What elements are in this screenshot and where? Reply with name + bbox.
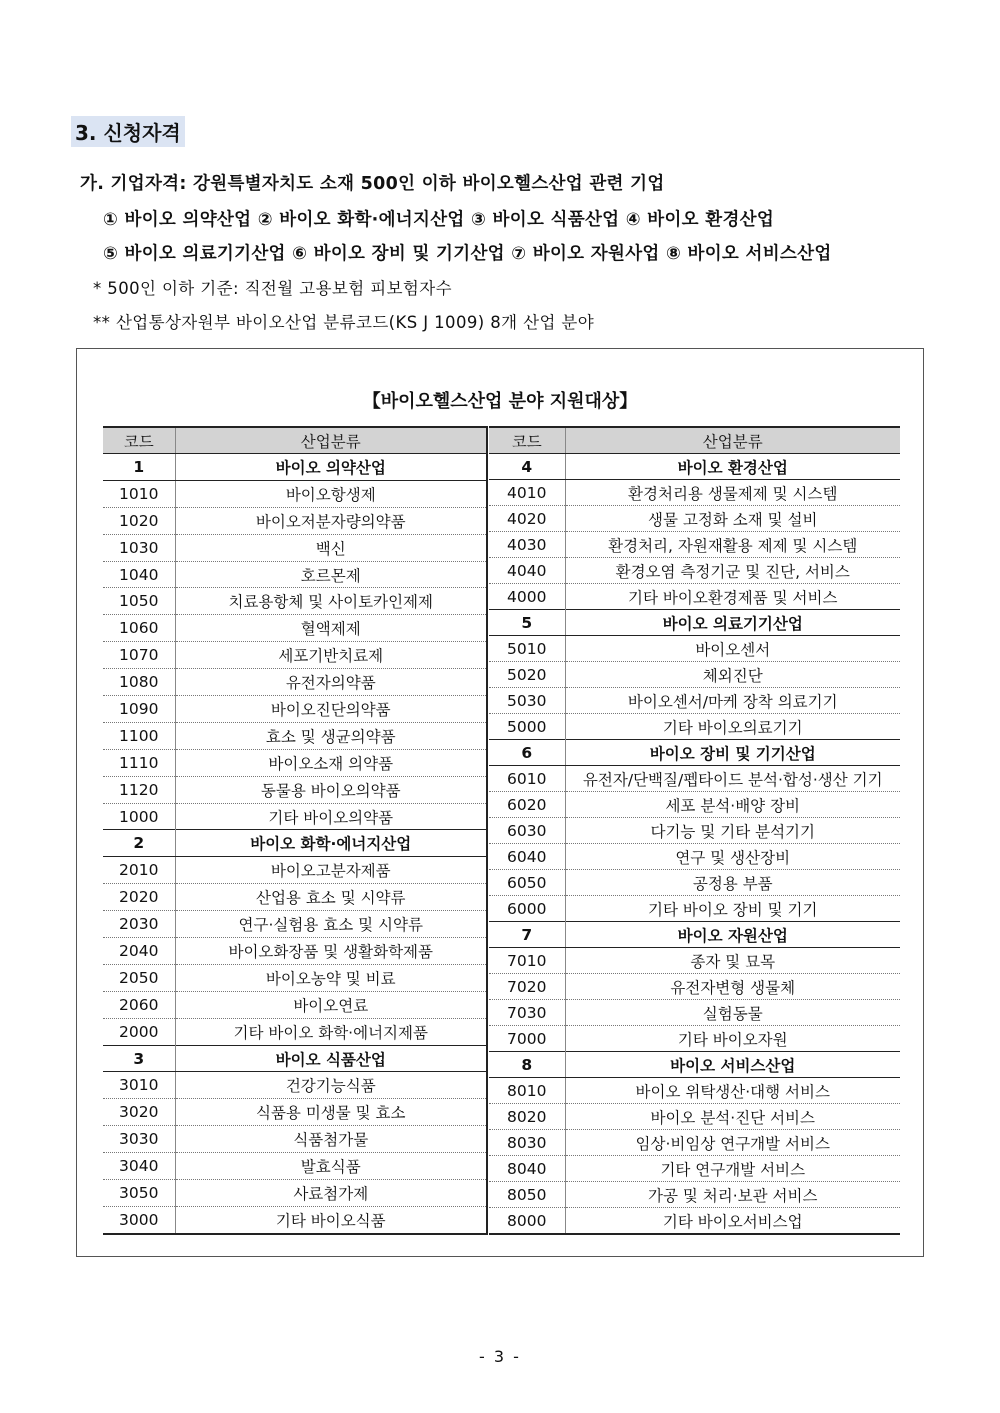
category-cell: 바이오진단의약품 bbox=[175, 696, 487, 723]
category-cell: 바이오저분자량의약품 bbox=[175, 507, 487, 534]
code-cell: 7 bbox=[489, 922, 565, 948]
category-cell: 세포 분석·배양 장비 bbox=[565, 792, 900, 818]
table-row bbox=[103, 1072, 487, 1099]
code-cell: 3010 bbox=[103, 1072, 175, 1099]
category-cell: 유전자의약품 bbox=[175, 669, 487, 696]
code-cell: 8050 bbox=[489, 1182, 565, 1208]
category-cell: 바이오 분석·진단 서비스 bbox=[565, 1104, 900, 1130]
table-row bbox=[489, 792, 900, 818]
industry-list-line-1: ① 바이오 의약산업 ② 바이오 화학·에너지산업 ③ 바이오 식품산업 ④ 바이오 환경산업 bbox=[103, 210, 775, 230]
category-cell: 바이오 서비스산업 bbox=[565, 1052, 900, 1078]
code-cell: 8020 bbox=[489, 1104, 565, 1130]
code-cell: 4040 bbox=[489, 558, 565, 584]
category-cell: 혈액제제 bbox=[175, 615, 487, 642]
table-row bbox=[489, 636, 900, 662]
code-cell: 5030 bbox=[489, 688, 565, 714]
table-row bbox=[103, 1126, 487, 1153]
table-row bbox=[489, 948, 900, 974]
category-cell: 기타 바이오환경제품 및 서비스 bbox=[565, 584, 900, 610]
category-cell: 유전자/단백질/펩타이드 분석·합성·생산 기기 bbox=[565, 766, 900, 792]
table-row bbox=[489, 1156, 900, 1182]
group-header-row bbox=[103, 1045, 487, 1072]
table-row bbox=[489, 818, 900, 844]
code-cell: 8030 bbox=[489, 1130, 565, 1156]
code-cell: 2050 bbox=[103, 964, 175, 991]
table-row bbox=[103, 1180, 487, 1207]
code-cell: 1040 bbox=[103, 561, 175, 588]
classification-table-right bbox=[489, 426, 900, 1235]
code-cell: 3000 bbox=[103, 1206, 175, 1233]
code-cell: 1090 bbox=[103, 696, 175, 723]
table-row bbox=[489, 558, 900, 584]
table-row bbox=[103, 561, 487, 588]
category-cell: 바이오화장품 및 생활화학제품 bbox=[175, 938, 487, 965]
category-cell: 바이오센서/마케 장착 의료기기 bbox=[565, 688, 900, 714]
group-header-row bbox=[489, 922, 900, 948]
table-row bbox=[489, 766, 900, 792]
code-cell: 1070 bbox=[103, 642, 175, 669]
category-cell: 치료용항체 및 사이토카인제제 bbox=[175, 588, 487, 615]
code-cell: 1060 bbox=[103, 615, 175, 642]
table-header-row bbox=[103, 427, 487, 454]
group-header-row bbox=[489, 610, 900, 636]
code-cell: 1100 bbox=[103, 722, 175, 749]
code-cell: 6000 bbox=[489, 896, 565, 922]
code-cell: 3 bbox=[103, 1045, 175, 1072]
group-header-row bbox=[103, 454, 487, 481]
category-cell: 바이오소재 의약품 bbox=[175, 749, 487, 776]
category-cell: 발효식품 bbox=[175, 1153, 487, 1180]
table-row bbox=[103, 669, 487, 696]
code-cell: 6 bbox=[489, 740, 565, 766]
table-row bbox=[489, 1130, 900, 1156]
table-row bbox=[489, 1000, 900, 1026]
code-cell: 4020 bbox=[489, 506, 565, 532]
code-cell: 7020 bbox=[489, 974, 565, 1000]
table-row bbox=[489, 974, 900, 1000]
code-cell: 1110 bbox=[103, 749, 175, 776]
category-cell: 바이오 장비 및 기기산업 bbox=[565, 740, 900, 766]
category-cell: 산업용 효소 및 시약류 bbox=[175, 884, 487, 911]
code-cell: 1030 bbox=[103, 534, 175, 561]
category-cell: 연구·실험용 효소 및 시약류 bbox=[175, 911, 487, 938]
category-cell: 사료첨가제 bbox=[175, 1180, 487, 1207]
code-cell: 8040 bbox=[489, 1156, 565, 1182]
category-cell: 종자 및 묘목 bbox=[565, 948, 900, 974]
code-cell: 1020 bbox=[103, 507, 175, 534]
table-row bbox=[103, 642, 487, 669]
group-header-row bbox=[489, 1052, 900, 1078]
code-cell: 1 bbox=[103, 454, 175, 481]
code-cell: 7000 bbox=[489, 1026, 565, 1052]
code-cell: 5010 bbox=[489, 636, 565, 662]
industry-list-line-2: ⑤ 바이오 의료기기산업 ⑥ 바이오 장비 및 기기산업 ⑦ 바이오 자원사업 ⑧ 바이오 서비스산업 bbox=[103, 244, 832, 264]
code-cell: 1080 bbox=[103, 669, 175, 696]
table-row bbox=[489, 506, 900, 532]
table-row bbox=[103, 1018, 487, 1045]
category-cell: 건강기능식품 bbox=[175, 1072, 487, 1099]
table-row bbox=[103, 911, 487, 938]
code-cell: 8010 bbox=[489, 1078, 565, 1104]
category-cell: 바이오 환경산업 bbox=[565, 454, 900, 480]
code-cell: 2060 bbox=[103, 991, 175, 1018]
table-header-row bbox=[489, 427, 900, 454]
code-cell: 4010 bbox=[489, 480, 565, 506]
group-header-row bbox=[489, 454, 900, 480]
note-classification-code: ** 산업통상자원부 바이오산업 분류코드(KS J 1009) 8개 산업 분야 bbox=[93, 313, 595, 332]
table-row bbox=[489, 714, 900, 740]
header-code: 코드 bbox=[489, 427, 565, 454]
category-cell: 세포기반치료제 bbox=[175, 642, 487, 669]
category-cell: 효소 및 생균의약품 bbox=[175, 722, 487, 749]
table-row bbox=[103, 615, 487, 642]
section-title: 3. 신청자격 bbox=[71, 116, 185, 147]
category-cell: 바이오 식품산업 bbox=[175, 1045, 487, 1072]
table-row bbox=[103, 507, 487, 534]
category-cell: 바이오농약 및 비료 bbox=[175, 964, 487, 991]
code-cell: 4000 bbox=[489, 584, 565, 610]
table-row bbox=[103, 1206, 487, 1233]
code-cell: 4030 bbox=[489, 532, 565, 558]
code-cell: 1010 bbox=[103, 480, 175, 507]
category-cell: 다기능 및 기타 분석기기 bbox=[565, 818, 900, 844]
code-cell: 2000 bbox=[103, 1018, 175, 1045]
category-cell: 가공 및 처리·보관 서비스 bbox=[565, 1182, 900, 1208]
table-row bbox=[489, 1182, 900, 1208]
table-row bbox=[489, 584, 900, 610]
category-cell: 호르몬제 bbox=[175, 561, 487, 588]
classification-table-left bbox=[103, 426, 488, 1235]
category-cell: 환경오염 측정기군 및 진단, 서비스 bbox=[565, 558, 900, 584]
table-row bbox=[103, 803, 487, 830]
category-cell: 기타 바이오 장비 및 기기 bbox=[565, 896, 900, 922]
code-cell: 1120 bbox=[103, 776, 175, 803]
table-row bbox=[103, 1153, 487, 1180]
category-cell: 기타 바이오 화학·에너지제품 bbox=[175, 1018, 487, 1045]
code-cell: 6050 bbox=[489, 870, 565, 896]
category-cell: 바이오항생제 bbox=[175, 480, 487, 507]
category-cell: 기타 바이오자원 bbox=[565, 1026, 900, 1052]
table-row bbox=[489, 662, 900, 688]
category-cell: 기타 바이오식품 bbox=[175, 1206, 487, 1233]
table-row bbox=[489, 1208, 900, 1235]
table-row bbox=[489, 896, 900, 922]
category-cell: 공정용 부품 bbox=[565, 870, 900, 896]
code-cell: 7030 bbox=[489, 1000, 565, 1026]
category-cell: 유전자변형 생물체 bbox=[565, 974, 900, 1000]
category-cell: 연구 및 생산장비 bbox=[565, 844, 900, 870]
category-cell: 체외진단 bbox=[565, 662, 900, 688]
table-row bbox=[103, 480, 487, 507]
code-cell: 5000 bbox=[489, 714, 565, 740]
group-header-row bbox=[489, 740, 900, 766]
category-cell: 동물용 바이오의약품 bbox=[175, 776, 487, 803]
code-cell: 3030 bbox=[103, 1126, 175, 1153]
header-category: 산업분류 bbox=[175, 427, 487, 454]
table-row bbox=[489, 844, 900, 870]
table-row bbox=[103, 1099, 487, 1126]
category-cell: 바이오 의료기기산업 bbox=[565, 610, 900, 636]
category-cell: 바이오 자원산업 bbox=[565, 922, 900, 948]
table-row bbox=[103, 991, 487, 1018]
category-cell: 환경처리, 자원재활용 제제 및 시스템 bbox=[565, 532, 900, 558]
code-cell: 2040 bbox=[103, 938, 175, 965]
company-qualification: 가. 기업자격: 강원특별자치도 소재 500인 이하 바이오헬스산업 관련 기업 bbox=[80, 174, 665, 194]
code-cell: 6020 bbox=[489, 792, 565, 818]
category-cell: 바이오 위탁생산·대행 서비스 bbox=[565, 1078, 900, 1104]
code-cell: 3020 bbox=[103, 1099, 175, 1126]
code-cell: 7010 bbox=[489, 948, 565, 974]
code-cell: 4 bbox=[489, 454, 565, 480]
category-cell: 기타 바이오의약품 bbox=[175, 803, 487, 830]
category-cell: 바이오연료 bbox=[175, 991, 487, 1018]
code-cell: 5 bbox=[489, 610, 565, 636]
code-cell: 5020 bbox=[489, 662, 565, 688]
code-cell: 8 bbox=[489, 1052, 565, 1078]
note-employee-criteria: * 500인 이하 기준: 직전월 고용보험 피보험자수 bbox=[93, 279, 452, 298]
table-row bbox=[489, 870, 900, 896]
category-cell: 기타 연구개발 서비스 bbox=[565, 1156, 900, 1182]
category-cell: 바이오고분자제품 bbox=[175, 857, 487, 884]
category-cell: 기타 바이오의료기기 bbox=[565, 714, 900, 740]
category-cell: 기타 바이오서비스업 bbox=[565, 1208, 900, 1235]
table-row bbox=[103, 964, 487, 991]
category-cell: 바이오 화학·에너지산업 bbox=[175, 830, 487, 857]
code-cell: 2010 bbox=[103, 857, 175, 884]
code-cell: 6010 bbox=[489, 766, 565, 792]
table-row bbox=[489, 532, 900, 558]
table-row bbox=[103, 857, 487, 884]
table-row bbox=[489, 688, 900, 714]
category-cell: 환경처리용 생물제제 및 시스템 bbox=[565, 480, 900, 506]
code-cell: 2 bbox=[103, 830, 175, 857]
code-cell: 2030 bbox=[103, 911, 175, 938]
table-row bbox=[103, 588, 487, 615]
page-number: - 3 - bbox=[479, 1347, 521, 1366]
category-cell: 식품용 미생물 및 효소 bbox=[175, 1099, 487, 1126]
category-cell: 백신 bbox=[175, 534, 487, 561]
category-cell: 실험동물 bbox=[565, 1000, 900, 1026]
table-row bbox=[103, 749, 487, 776]
code-cell: 8000 bbox=[489, 1208, 565, 1235]
table-row bbox=[103, 938, 487, 965]
table-row bbox=[489, 1104, 900, 1130]
category-cell: 생물 고정화 소재 및 설비 bbox=[565, 506, 900, 532]
table-row bbox=[489, 1078, 900, 1104]
code-cell: 1000 bbox=[103, 803, 175, 830]
group-header-row bbox=[103, 830, 487, 857]
header-code: 코드 bbox=[103, 427, 175, 454]
table-row bbox=[103, 534, 487, 561]
table-row bbox=[103, 696, 487, 723]
header-category: 산업분류 bbox=[565, 427, 900, 454]
table-row bbox=[103, 884, 487, 911]
category-cell: 바이오센서 bbox=[565, 636, 900, 662]
code-cell: 3040 bbox=[103, 1153, 175, 1180]
table-row bbox=[489, 1026, 900, 1052]
table-row bbox=[103, 722, 487, 749]
code-cell: 1050 bbox=[103, 588, 175, 615]
category-cell: 임상·비임상 연구개발 서비스 bbox=[565, 1130, 900, 1156]
table-row bbox=[103, 776, 487, 803]
category-cell: 식품첨가물 bbox=[175, 1126, 487, 1153]
table-row bbox=[489, 480, 900, 506]
category-cell: 바이오 의약산업 bbox=[175, 454, 487, 481]
code-cell: 6040 bbox=[489, 844, 565, 870]
code-cell: 2020 bbox=[103, 884, 175, 911]
code-cell: 3050 bbox=[103, 1180, 175, 1207]
code-cell: 6030 bbox=[489, 818, 565, 844]
table-title: 【바이오헬스산업 분야 지원대상】 bbox=[362, 391, 638, 412]
